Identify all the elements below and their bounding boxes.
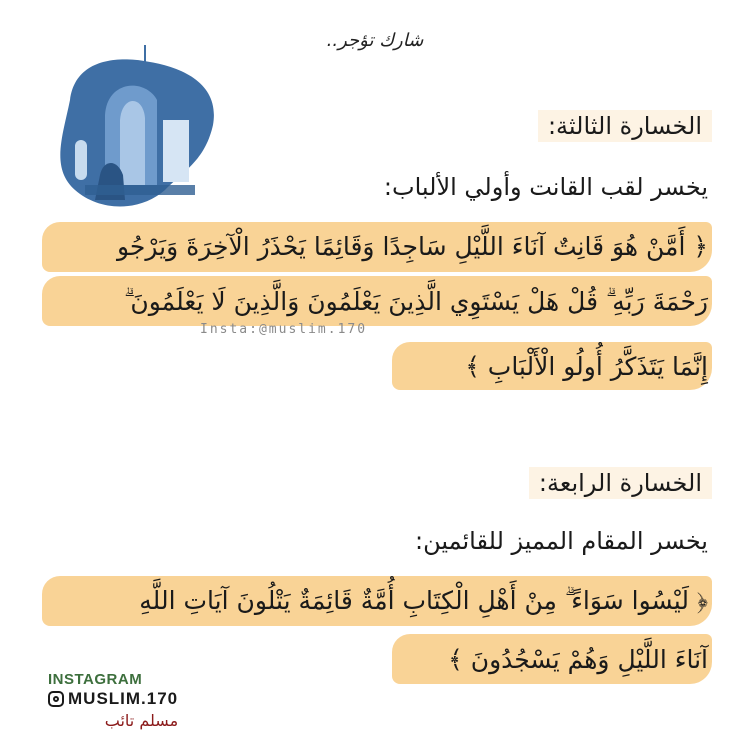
account-logo [48, 671, 178, 730]
logo-title: INSTAGRAM [48, 671, 143, 688]
verse-line: إِنَّمَا يَتَذَكَّرُ أُولُو الْأَلْبَابِ ﴾ [465, 352, 708, 381]
section-subtitle-third-loss: يخسر لقب القانت وأولي الألباب: [383, 173, 708, 201]
share-caption: شارك تؤجر.. [326, 30, 424, 51]
logo-handle: MUSLIM.170 [68, 689, 179, 708]
section-heading-third-loss: الخسارة الثالثة: [538, 110, 712, 142]
instagram-watermark: Insta:@muslim.170 [200, 322, 368, 337]
section-subtitle-fourth-loss: يخسر المقام المميز للقائمين: [415, 527, 708, 555]
verse-line: آنَاءَ اللَّيْلِ وَهُمْ يَسْجُدُونَ ﴾ [448, 645, 708, 674]
instagram-icon [48, 691, 64, 707]
verse-line: ﴿ أَمَّنْ هُوَ قَانِتٌ آنَاءَ اللَّيْلِ سَاجِدًا وَقَائِمًا يَحْذَرُ الْآخِرَةَ وَيَرْجُو [116, 232, 708, 261]
verse-line: رَحْمَةَ رَبِّهِ ۗ قُلْ هَلْ يَسْتَوِي الَّذِينَ يَعْلَمُونَ وَالَّذِينَ لَا يَعْلَمُونَ ۗ [124, 287, 708, 316]
section-heading-fourth-loss: الخسارة الرابعة: [529, 467, 712, 499]
logo-arabic-name: مسلم تائب [104, 711, 179, 730]
verse-line: ﴿ لَيْسُوا سَوَاءً ۗ مِنْ أَهْلِ الْكِتَابِ أُمَّةٌ قَائِمَةٌ يَتْلُونَ آيَاتِ اللَّهِ [139, 586, 708, 615]
mosque-illustration [45, 40, 225, 215]
